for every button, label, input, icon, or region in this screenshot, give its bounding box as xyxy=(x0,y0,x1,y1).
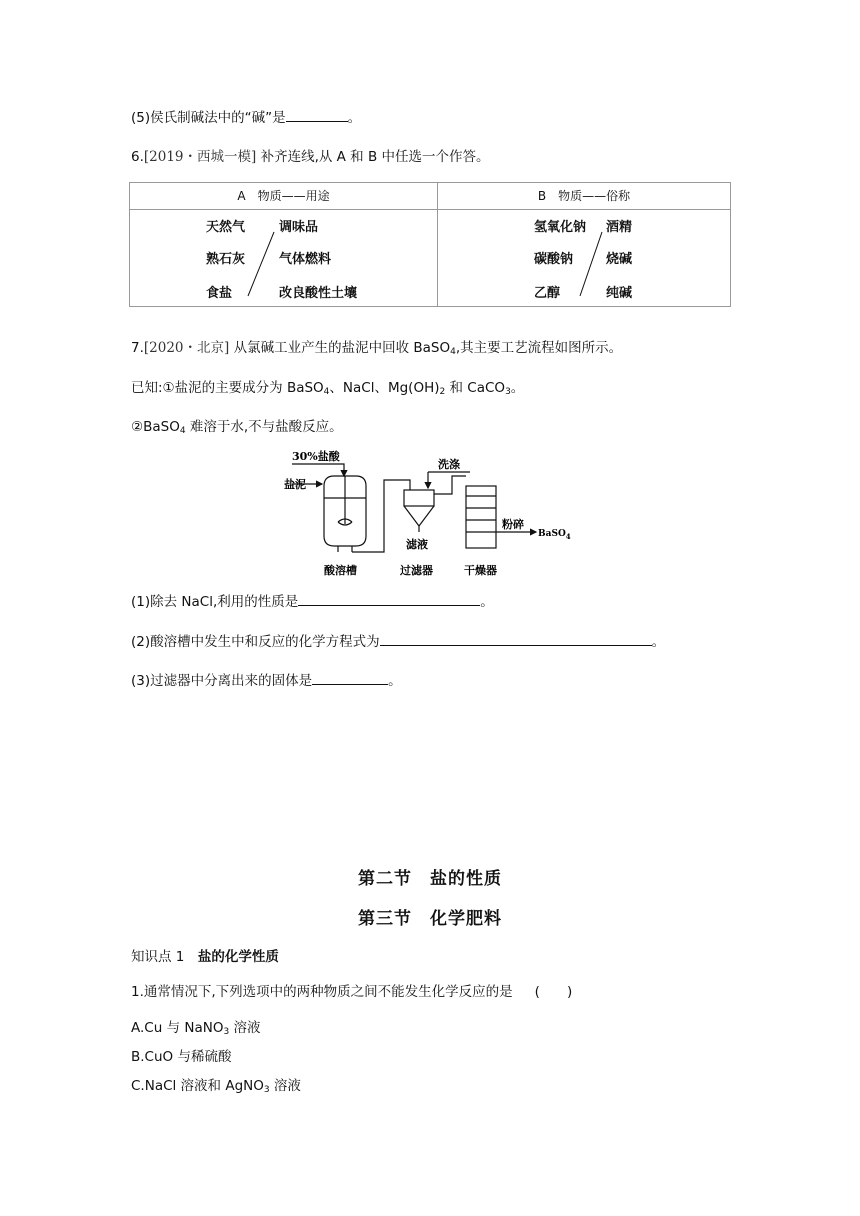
question-1: 1.通常情况下,下列选项中的两种物质之间不能发生化学反应的是 ( ) xyxy=(131,984,573,1000)
section-title: 第二节 盐的性质 xyxy=(358,869,502,889)
known-condition-1: 已知:①盐泥的主要成分为 BaSO$_4$、NaCl、$Mg(OH)_2$ 和 CaCO$_3$。 xyxy=(131,380,525,397)
matching-table xyxy=(129,182,731,307)
answer-blank[interactable] xyxy=(312,670,388,685)
tank-label: 酸溶槽 xyxy=(324,564,357,577)
answer-blank[interactable] xyxy=(380,631,652,646)
common-name-item[interactable]: 酒精 xyxy=(606,220,633,235)
table-b-body xyxy=(438,210,731,307)
option-b[interactable]: B.CuO 与稀硫酸 xyxy=(131,1049,232,1065)
substance-item[interactable]: 熟石灰 xyxy=(206,252,246,267)
filter-label: 过滤器 xyxy=(400,564,433,577)
acid-label: 30%盐酸 xyxy=(292,450,340,463)
answer-blank[interactable] xyxy=(286,107,348,122)
table-header-a: A 物质——用途 xyxy=(130,183,438,210)
question-7: 7.[2020・北京] 从氯碱工业产生的盐泥中回收 BaSO$_4$,其主要工艺流程如图所示。 xyxy=(131,340,623,357)
filtrate-label: 滤液 xyxy=(406,538,428,551)
dryer-label: 干燥器 xyxy=(464,564,497,577)
sub-question-3: (3)过滤器中分离出来的固体是 。 xyxy=(131,670,402,691)
section-title: 第三节 化学肥料 xyxy=(358,909,502,929)
substance-item[interactable]: 氢氧化钠 xyxy=(534,220,587,235)
wash-label: 洗涤 xyxy=(438,458,460,471)
process-flow-diagram xyxy=(280,446,580,582)
mud-label: 盐泥 xyxy=(284,478,306,491)
connection-line xyxy=(130,210,437,306)
sub-question-2: (2)酸溶槽中发生中和反应的化学方程式为 。 xyxy=(131,631,665,652)
substance-item[interactable]: 乙醇 xyxy=(534,286,561,301)
knowledge-point: 知识点 1 盐的化学性质 xyxy=(131,949,279,965)
option-a[interactable]: A.Cu 与 NaNO$_3$ 溶液 xyxy=(131,1020,261,1037)
question-source: [2020・北京] xyxy=(143,340,230,356)
substance-item[interactable]: 碳酸钠 xyxy=(534,252,574,267)
question-6: 6.[2019・西城一模] 补齐连线,从 A 和 B 中任选一个作答。 xyxy=(131,149,490,165)
substance-item[interactable]: 天然气 xyxy=(206,220,246,235)
use-item[interactable]: 改良酸性土壤 xyxy=(279,286,358,301)
known-condition-2: ②BaSO$_4$ 难溶于水,不与盐酸反应。 xyxy=(131,419,343,436)
common-name-item[interactable]: 纯碱 xyxy=(606,286,633,301)
table-header-b: B 物质——俗称 xyxy=(438,183,731,210)
table-a-body xyxy=(130,210,438,307)
question-source: [2019・西城一模] xyxy=(143,149,257,165)
common-name-item[interactable]: 烧碱 xyxy=(606,252,633,267)
substance-item[interactable]: 食盐 xyxy=(206,286,233,301)
option-c[interactable]: C.NaCl 溶液和 AgNO$_3$ 溶液 xyxy=(131,1078,301,1095)
use-item[interactable]: 气体燃料 xyxy=(279,252,332,267)
sub-question-1: (1)除去 NaCl,利用的性质是 。 xyxy=(131,591,494,612)
use-item[interactable]: 调味品 xyxy=(279,220,319,235)
question-5: (5)侯氏制碱法中的“碱”是 。 xyxy=(131,107,361,128)
product-label: BaSO$_4$ xyxy=(538,529,571,541)
connection-line xyxy=(438,210,733,306)
grind-label: 粉碎 xyxy=(502,518,524,531)
answer-blank[interactable] xyxy=(298,591,480,606)
